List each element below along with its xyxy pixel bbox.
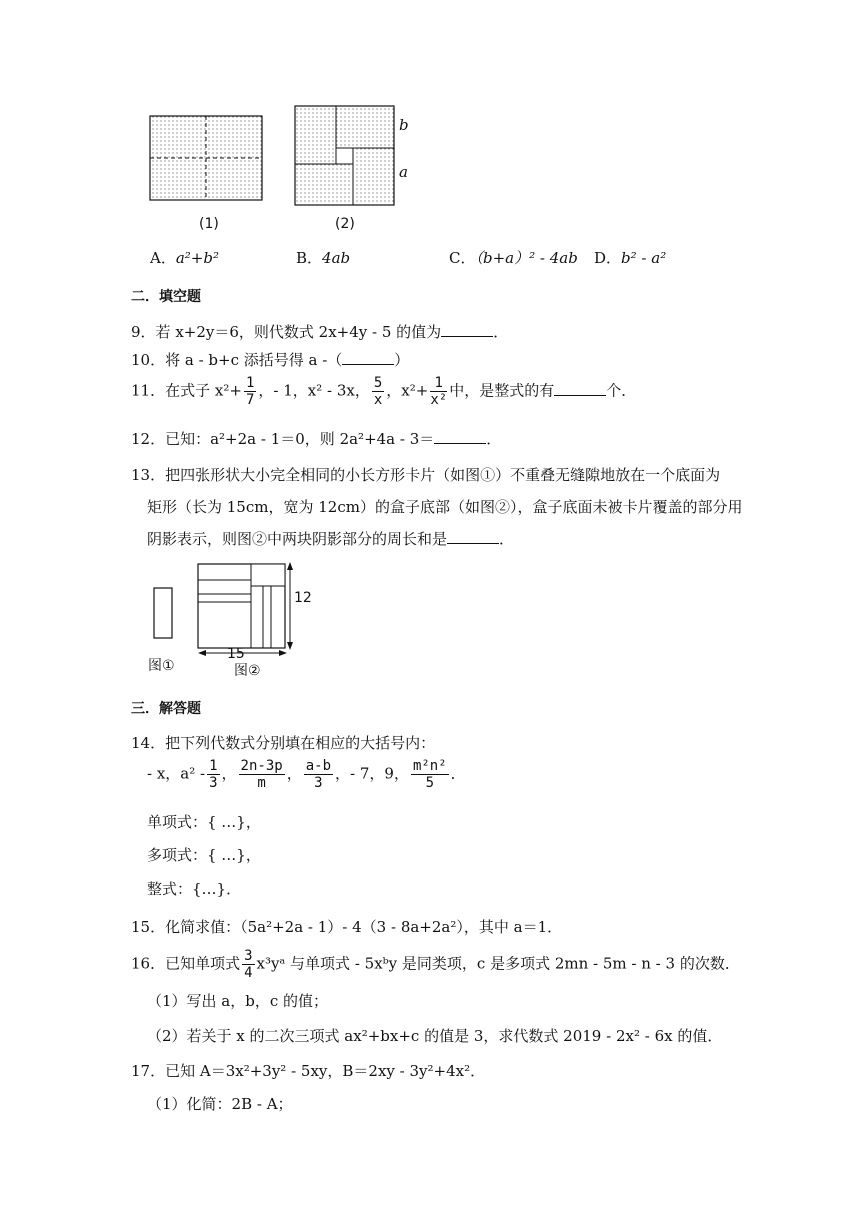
q8-figure bbox=[140, 100, 430, 240]
answer-blank bbox=[434, 429, 486, 444]
question-14-expressions: - x，a² - $\frac{1}{3}$ ， $\frac{2n-3p}{m}$ ， $\frac{a-b}{3}$ ，- 7，9， $\frac{\text{m²n²}}{5}$ ． bbox=[147, 758, 466, 791]
fraction: $\frac{3}{4}$ bbox=[244, 948, 253, 981]
question-11: 11．在式子 x²+ $\frac{1}{7}$ ，- 1，x² - 3x， $\frac{5}{x}$ ，x²+ $\frac{1}{\text{x²}}$ 中，是整式的有 个． bbox=[131, 375, 637, 408]
fraction: $\frac{1}{3}$ bbox=[209, 758, 218, 791]
fig1-label: (1) bbox=[199, 216, 219, 232]
answer-blank bbox=[342, 350, 394, 365]
question-17: 17．已知 A＝3x²+3y² - 5xy，B＝2xy - 3y²+4x²． bbox=[131, 1062, 486, 1080]
answer-blank bbox=[447, 529, 499, 544]
option-d: D．b² - a² bbox=[594, 249, 667, 267]
fraction: $\frac{\text{m²n²}}{5}$ bbox=[412, 758, 447, 791]
answer-blank bbox=[441, 322, 493, 337]
answer-blank bbox=[554, 381, 606, 396]
fraction: $\frac{1}{7}$ bbox=[245, 375, 255, 408]
fig2-square bbox=[295, 106, 394, 205]
monomial-set: 单项式：{ …}， bbox=[147, 813, 261, 831]
polynomial-set: 多项式：{ …}， bbox=[147, 846, 261, 864]
option-b: B．4ab bbox=[296, 249, 351, 267]
integral-set: 整式：{…}． bbox=[147, 880, 242, 898]
small-card bbox=[154, 588, 172, 638]
section-fill-in: 二．填空题 bbox=[131, 289, 201, 305]
dim-height-label: 12 bbox=[294, 590, 312, 606]
fig13-label1: 图① bbox=[148, 658, 175, 674]
section-solve: 三．解答题 bbox=[131, 701, 201, 717]
side-b-label: b bbox=[399, 116, 409, 134]
fig1-rectangle bbox=[150, 116, 262, 200]
question-10: 10．将 a - b+c 添括号得 a -（ ） bbox=[131, 351, 410, 369]
fig2-label: (2) bbox=[335, 216, 355, 232]
question-13-line2: 矩形（长为 15cm，宽为 12cm）的盒子底部（如图②），盒子底面未被卡片覆盖的部分用 bbox=[147, 498, 743, 516]
question-14: 14．把下列代数式分别填在相应的大括号内： bbox=[131, 734, 436, 752]
fraction: $\frac{1}{\text{x²}}$ bbox=[430, 375, 448, 408]
fig13-label2: 图② bbox=[234, 663, 261, 679]
fraction: $\frac{2n-3p}{m}$ bbox=[240, 758, 283, 791]
fraction: $\frac{a-b}{3}$ bbox=[305, 758, 332, 791]
question-9: 9．若 x+2y＝6，则代数式 2x+4y - 5 的值为 ． bbox=[131, 323, 509, 341]
option-c: C．（b+a）² - 4ab bbox=[449, 249, 578, 267]
question-16-part2: （2）若关于 x 的二次三项式 ax²+bx+c 的值是 3，求代数式 2019 - 2x² - 6x 的值． bbox=[147, 1027, 723, 1045]
question-17-part1: （1）化简：2B - A； bbox=[147, 1095, 293, 1113]
option-a: A．a²+b² bbox=[150, 249, 219, 267]
question-13-line3: 阴影表示，则图②中两块阴影部分的周长和是 ． bbox=[147, 530, 515, 548]
question-13-line1: 13．把四张形状大小完全相同的小长方形卡片（如图①）不重叠无缝隙地放在一个底面为 bbox=[131, 466, 721, 484]
dim-width-label: 15 bbox=[227, 646, 245, 662]
box-bottom bbox=[198, 564, 285, 648]
question-16-part1: （1）写出 a，b，c 的值； bbox=[147, 992, 329, 1010]
side-a-label: a bbox=[399, 163, 408, 181]
question-16: 16．已知单项式 $\frac{3}{4}$ x³yᵃ 与单项式 - 5xᵇy 是同类项，c 是多项式 2mn - 5m - n - 3 的次数． bbox=[131, 948, 740, 981]
fraction: $\frac{5}{x}$ bbox=[373, 375, 383, 408]
question-15: 15．化简求值：（5a²+2a - 1）- 4（3 - 8a+2a²），其中 a＝1． bbox=[131, 918, 563, 936]
question-12: 12．已知：a²+2a - 1＝0，则 2a²+4a - 3＝ ． bbox=[131, 430, 502, 448]
